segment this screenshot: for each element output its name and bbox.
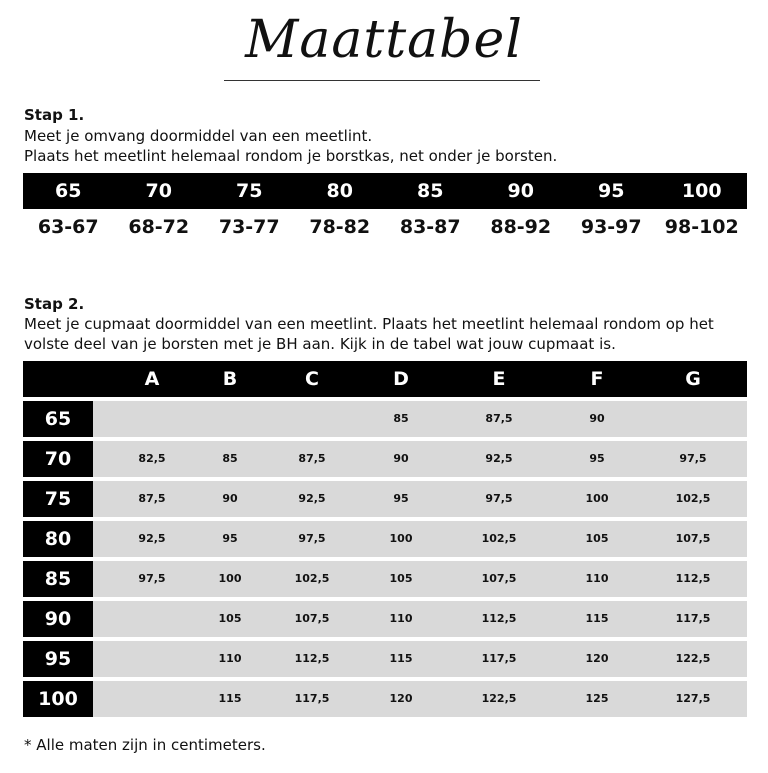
cup-value-cell: 97,5 [679, 452, 707, 465]
cup-value-cell: 90 [222, 492, 238, 505]
page-title: Maattabel [245, 10, 523, 70]
footnote: * Alle maten zijn in centimeters. [24, 736, 266, 754]
cup-value-cell: 95 [589, 452, 605, 465]
band-range-cell: 88-92 [490, 216, 552, 238]
cup-value-cell: 112,5 [294, 652, 330, 665]
band-size-cell: 75 [236, 180, 263, 202]
cup-value-cell: 110 [389, 612, 413, 625]
table-row [23, 601, 747, 637]
cup-value-cell: 82,5 [138, 452, 166, 465]
step1-line-2: Plaats het meetlint helemaal rondom je borstkas, net onder je borsten. [24, 147, 558, 165]
step2-line-2: volste deel van je borsten met je BH aan. Kijk in de tabel wat jouw cupmaat is. [24, 335, 616, 353]
band-size-cell: 85 [417, 180, 444, 202]
band-size-cell: 65 [55, 180, 82, 202]
cup-value-cell: 90 [393, 452, 409, 465]
cup-header-cell: D [393, 368, 409, 390]
cup-value-cell: 92,5 [485, 452, 513, 465]
table-row [23, 521, 747, 557]
cup-header-cell: C [305, 368, 319, 390]
band-size-cell: 95 [598, 180, 625, 202]
cup-value-cell: 107,5 [675, 532, 711, 545]
row-background [93, 561, 747, 597]
cup-value-cell: 92,5 [298, 492, 326, 505]
cup-value-cell: 120 [585, 652, 609, 665]
row-background [93, 521, 747, 557]
cup-header-cell: E [492, 368, 506, 390]
band-label: 100 [23, 681, 93, 717]
row-background [93, 481, 747, 517]
cup-value-cell: 110 [218, 652, 242, 665]
cup-value-cell: 125 [585, 692, 609, 705]
table-row [23, 441, 747, 477]
band-size-header [23, 173, 747, 209]
band-size-cell: 70 [145, 180, 172, 202]
cup-header-cell: B [222, 368, 238, 390]
cup-value-cell: 85 [393, 412, 409, 425]
cup-value-cell: 117,5 [294, 692, 330, 705]
cup-value-cell: 87,5 [298, 452, 326, 465]
band-label: 80 [23, 521, 93, 557]
cup-value-cell: 100 [218, 572, 242, 585]
cup-value-cell: 122,5 [481, 692, 517, 705]
cup-value-cell: 95 [393, 492, 409, 505]
cup-value-cell: 92,5 [138, 532, 166, 545]
table-row [23, 681, 747, 717]
band-label: 65 [23, 401, 93, 437]
cup-value-cell: 102,5 [675, 492, 711, 505]
cup-value-cell: 117,5 [481, 652, 517, 665]
band-label: 90 [23, 601, 93, 637]
band-size-cell: 80 [326, 180, 353, 202]
step2-line-1: Meet je cupmaat doormiddel van een meetlint. Plaats het meetlint helemaal rondom op het [24, 315, 714, 333]
band-measure-row [23, 209, 747, 245]
cup-value-cell: 112,5 [675, 572, 711, 585]
table-row [23, 641, 747, 677]
cup-value-cell: 87,5 [138, 492, 166, 505]
table-row [23, 481, 747, 517]
cup-value-cell: 127,5 [675, 692, 711, 705]
row-background [93, 401, 747, 437]
cup-header-cell: A [144, 368, 160, 390]
table-row [23, 561, 747, 597]
band-range-cell: 78-82 [309, 216, 371, 238]
band-label: 75 [23, 481, 93, 517]
band-label: 85 [23, 561, 93, 597]
step1-heading: Stap 1. [24, 106, 85, 124]
row-background [93, 681, 747, 717]
step2-heading: Stap 2. [24, 295, 85, 313]
band-label: 95 [23, 641, 93, 677]
cup-value-cell: 115 [585, 612, 609, 625]
cup-header-cell: G [685, 368, 701, 390]
band-size-cell: 90 [507, 180, 534, 202]
band-label: 70 [23, 441, 93, 477]
cup-value-cell: 112,5 [481, 612, 517, 625]
cup-value-cell: 97,5 [298, 532, 326, 545]
cup-value-cell: 117,5 [675, 612, 711, 625]
step1-line-1: Meet je omvang doormiddel van een meetlint. [24, 127, 373, 145]
row-background [93, 601, 747, 637]
cup-value-cell: 100 [585, 492, 609, 505]
cup-value-cell: 110 [585, 572, 609, 585]
cup-size-header [23, 361, 747, 397]
cup-value-cell: 85 [222, 452, 238, 465]
band-range-cell: 68-72 [128, 216, 190, 238]
band-range-cell: 93-97 [580, 216, 642, 238]
cup-value-cell: 122,5 [675, 652, 711, 665]
band-range-cell: 83-87 [399, 216, 461, 238]
cup-value-cell: 87,5 [485, 412, 513, 425]
cup-value-cell: 95 [222, 532, 238, 545]
cup-value-cell: 107,5 [481, 572, 517, 585]
band-range-cell: 98-102 [664, 216, 739, 238]
row-background [93, 641, 747, 677]
cup-value-cell: 115 [389, 652, 413, 665]
table-row [23, 401, 747, 437]
cup-value-cell: 105 [389, 572, 413, 585]
cup-header-cell: F [590, 368, 604, 390]
cup-value-cell: 100 [389, 532, 413, 545]
cup-value-cell: 90 [589, 412, 605, 425]
cup-value-cell: 97,5 [485, 492, 513, 505]
cup-value-cell: 105 [218, 612, 242, 625]
cup-value-cell: 97,5 [138, 572, 166, 585]
title-underline [224, 80, 540, 81]
cup-value-cell: 115 [218, 692, 242, 705]
cup-value-cell: 120 [389, 692, 413, 705]
cup-value-cell: 105 [585, 532, 609, 545]
cup-value-cell: 102,5 [481, 532, 517, 545]
band-range-cell: 63-67 [37, 216, 99, 238]
cup-value-cell: 102,5 [294, 572, 330, 585]
band-size-cell: 100 [681, 180, 722, 202]
band-range-cell: 73-77 [218, 216, 280, 238]
row-background [93, 441, 747, 477]
cup-value-cell: 107,5 [294, 612, 330, 625]
